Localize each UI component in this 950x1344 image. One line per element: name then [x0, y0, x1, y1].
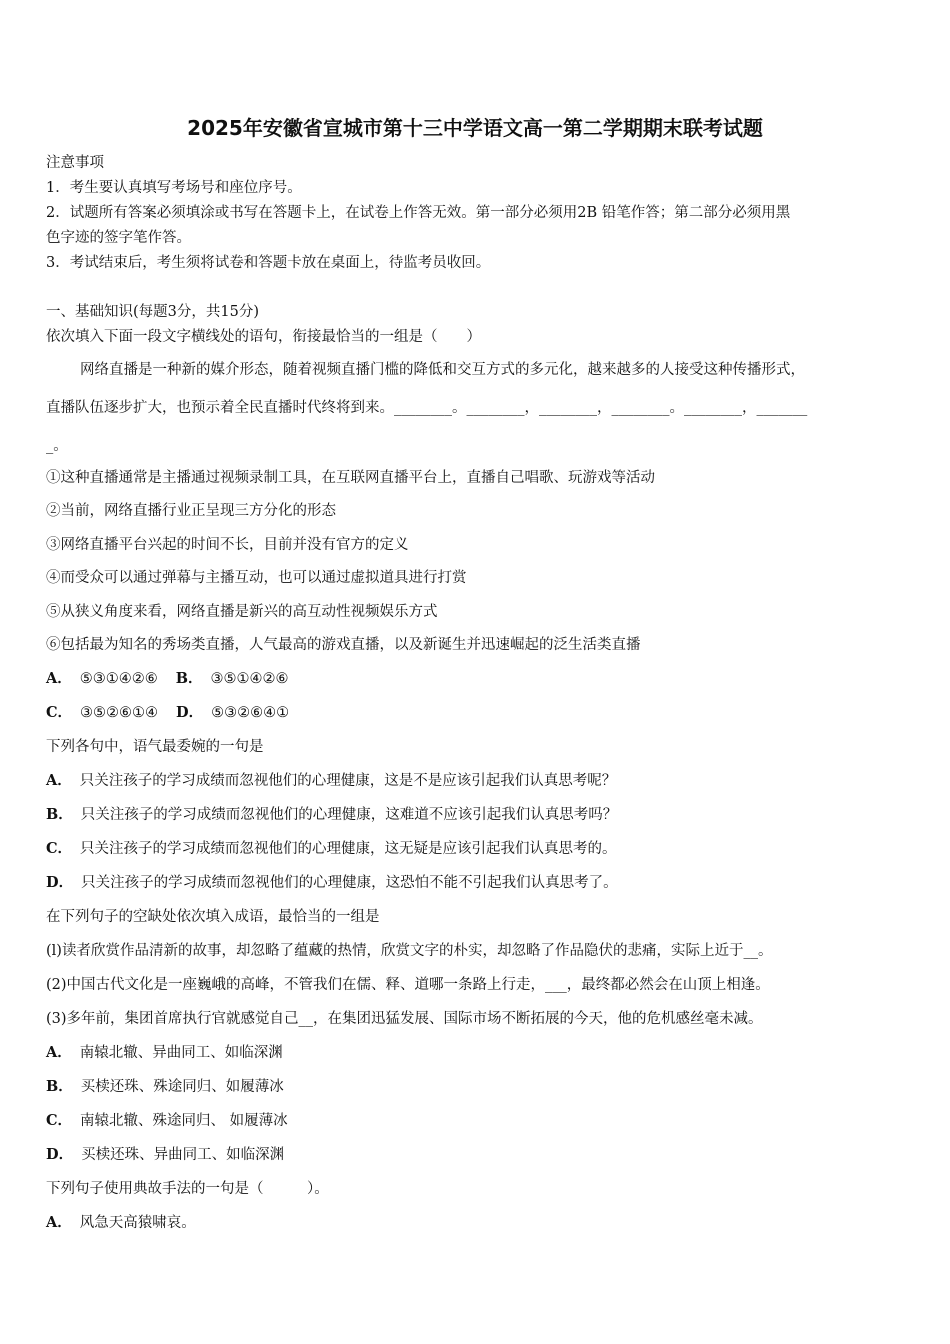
- q2-option-c[interactable]: [46, 839, 617, 859]
- q1-option-a[interactable]: ⑤③①④②⑥: [79, 671, 158, 687]
- q3-option-c[interactable]: [46, 1111, 288, 1131]
- q2-option-b-label: B．: [46, 806, 73, 823]
- q1-sentence-5: ⑤从狭义角度来看，网络直播是新兴的高互动性视频娱乐方式: [46, 604, 438, 620]
- q1-option-b-label: B．: [175, 670, 203, 687]
- notice-item-1: 1．考生要认真填写考场号和座位序号。: [46, 180, 302, 196]
- q2-option-b[interactable]: [46, 805, 617, 825]
- q1-options-cd: [46, 703, 289, 723]
- notice-item-2-cont: 色字迹的签字笔作答。: [46, 230, 191, 246]
- q1-option-b[interactable]: ③⑤①④②⑥: [210, 671, 289, 687]
- q3-option-c-text: 南辕北辙、殊途同归、 如履薄冰: [80, 1113, 288, 1129]
- q2-option-a-label: A．: [46, 772, 72, 789]
- q3-option-c-label: C．: [46, 1112, 73, 1129]
- q1-passage-line2: 直播队伍逐步扩大，也预示着全民直播时代终将到来。________。________，________，________。________，_______: [46, 400, 808, 416]
- q3-option-d-text: 买椟还珠、异曲同工、如临深渊: [81, 1147, 285, 1163]
- q2-option-a[interactable]: [46, 771, 616, 791]
- q1-option-c-label: C．: [46, 704, 73, 721]
- q3-option-b-text: 买椟还珠、殊途同归、如履薄冰: [80, 1079, 284, 1095]
- q3-option-b[interactable]: [46, 1077, 284, 1097]
- q1-options-ab: [46, 669, 289, 689]
- q2-option-c-label: C．: [46, 840, 73, 857]
- q1-sentence-1: ①这种直播通常是主播通过视频录制工具，在互联网直播平台上，直播自己唱歌、玩游戏等活动: [46, 470, 655, 486]
- notice-heading: 注意事项: [46, 155, 104, 171]
- q1-option-a-label: A．: [46, 670, 72, 687]
- q2-option-d[interactable]: [46, 873, 618, 893]
- q2-option-b-text: 只关注孩子的学习成绩而忽视他们的心理健康，这难道不应该引起我们认真思考吗？: [80, 807, 618, 823]
- q3-item-3: (3)多年前，集团首席执行官就感觉自己__，在集团迅猛发展、国际市场不断拓展的今天，他的危机感丝毫未减。: [46, 1011, 763, 1027]
- page-title: 2025年安徽省宣城市第十三中学语文高一第二学期期末联考试题: [187, 116, 763, 140]
- q1-sentence-4: ④而受众可以通过弹幕与主播互动，也可以通过虚拟道具进行打赏: [46, 570, 467, 586]
- notice-item-3: 3．考试结束后，考生须将试卷和答题卡放在桌面上，待监考员收回。: [46, 255, 491, 271]
- q2-option-d-text: 只关注孩子的学习成绩而忽视他们的心理健康，这恐怕不能不引起我们认真思考了。: [81, 875, 618, 891]
- q1-sentence-2: ②当前，网络直播行业正呈现三方分化的形态: [46, 503, 336, 519]
- q1-sentence-6: ⑥包括最为知名的秀场类直播，人气最高的游戏直播，以及新诞生并迅速崛起的泛生活类直播: [46, 637, 641, 653]
- q2-stem: 下列各句中，语气最委婉的一句是: [46, 739, 264, 755]
- q1-passage-line3: _。: [46, 438, 68, 454]
- q2-option-a-text: 只关注孩子的学习成绩而忽视他们的心理健康，这是不是应该引起我们认真思考呢？: [79, 773, 617, 789]
- q3-option-d[interactable]: [46, 1145, 284, 1165]
- q4-option-a-label: A．: [46, 1214, 72, 1231]
- q3-stem: 在下列句子的空缺处依次填入成语，最恰当的一组是: [46, 909, 380, 925]
- q3-option-a-text: 南辕北辙、异曲同工、如临深渊: [79, 1045, 283, 1061]
- q3-option-a-label: A．: [46, 1044, 72, 1061]
- q3-item-1: (l)读者欣赏作品清新的故事，却忽略了蕴藏的热情，欣赏文字的朴实，却忽略了作品隐伏的悲痛，实际上近于__。: [46, 943, 773, 959]
- q4-option-a-text: 风急天高猿啸哀。: [79, 1215, 196, 1231]
- q4-option-a[interactable]: [46, 1213, 196, 1233]
- q1-passage-line1: 网络直播是一种新的媒介形态，随着视频直播门槛的降低和交互方式的多元化，越来越多的人接受这种传播形式，: [80, 362, 805, 378]
- q2-option-d-label: D．: [46, 874, 74, 891]
- q3-option-a[interactable]: [46, 1043, 283, 1063]
- q4-stem: 下列句子使用典故手法的一句是（ ）。: [46, 1181, 329, 1197]
- notice-item-2: 2．试题所有答案必须填涂或书写在答题卡上，在试卷上作答无效。第一部分必须用2B 铅笔作答；第二部分必须用黑: [46, 205, 791, 221]
- q1-sentence-3: ③网络直播平台兴起的时间不长，目前并没有官方的定义: [46, 537, 409, 553]
- q1-stem: 依次填入下面一段文字横线处的语句，衔接最恰当的一组是（ ）: [46, 329, 481, 345]
- q1-option-d[interactable]: ⑤③②⑥④①: [211, 705, 290, 721]
- q2-option-c-text: 只关注孩子的学习成绩而忽视他们的心理健康，这无疑是应该引起我们认真思考的。: [80, 841, 617, 857]
- q3-option-d-label: D．: [46, 1146, 74, 1163]
- q3-option-b-label: B．: [46, 1078, 73, 1095]
- q3-item-2: (2)中国古代文化是一座巍峨的高峰，不管我们在儒、释、道哪一条路上行走，___，最终都必然会在山顶上相逢。: [46, 977, 770, 993]
- q1-option-d-label: D．: [176, 704, 204, 721]
- section-heading: 一、基础知识(每题3分，共15分): [46, 304, 259, 320]
- q1-option-c[interactable]: ③⑤②⑥①④: [80, 705, 159, 721]
